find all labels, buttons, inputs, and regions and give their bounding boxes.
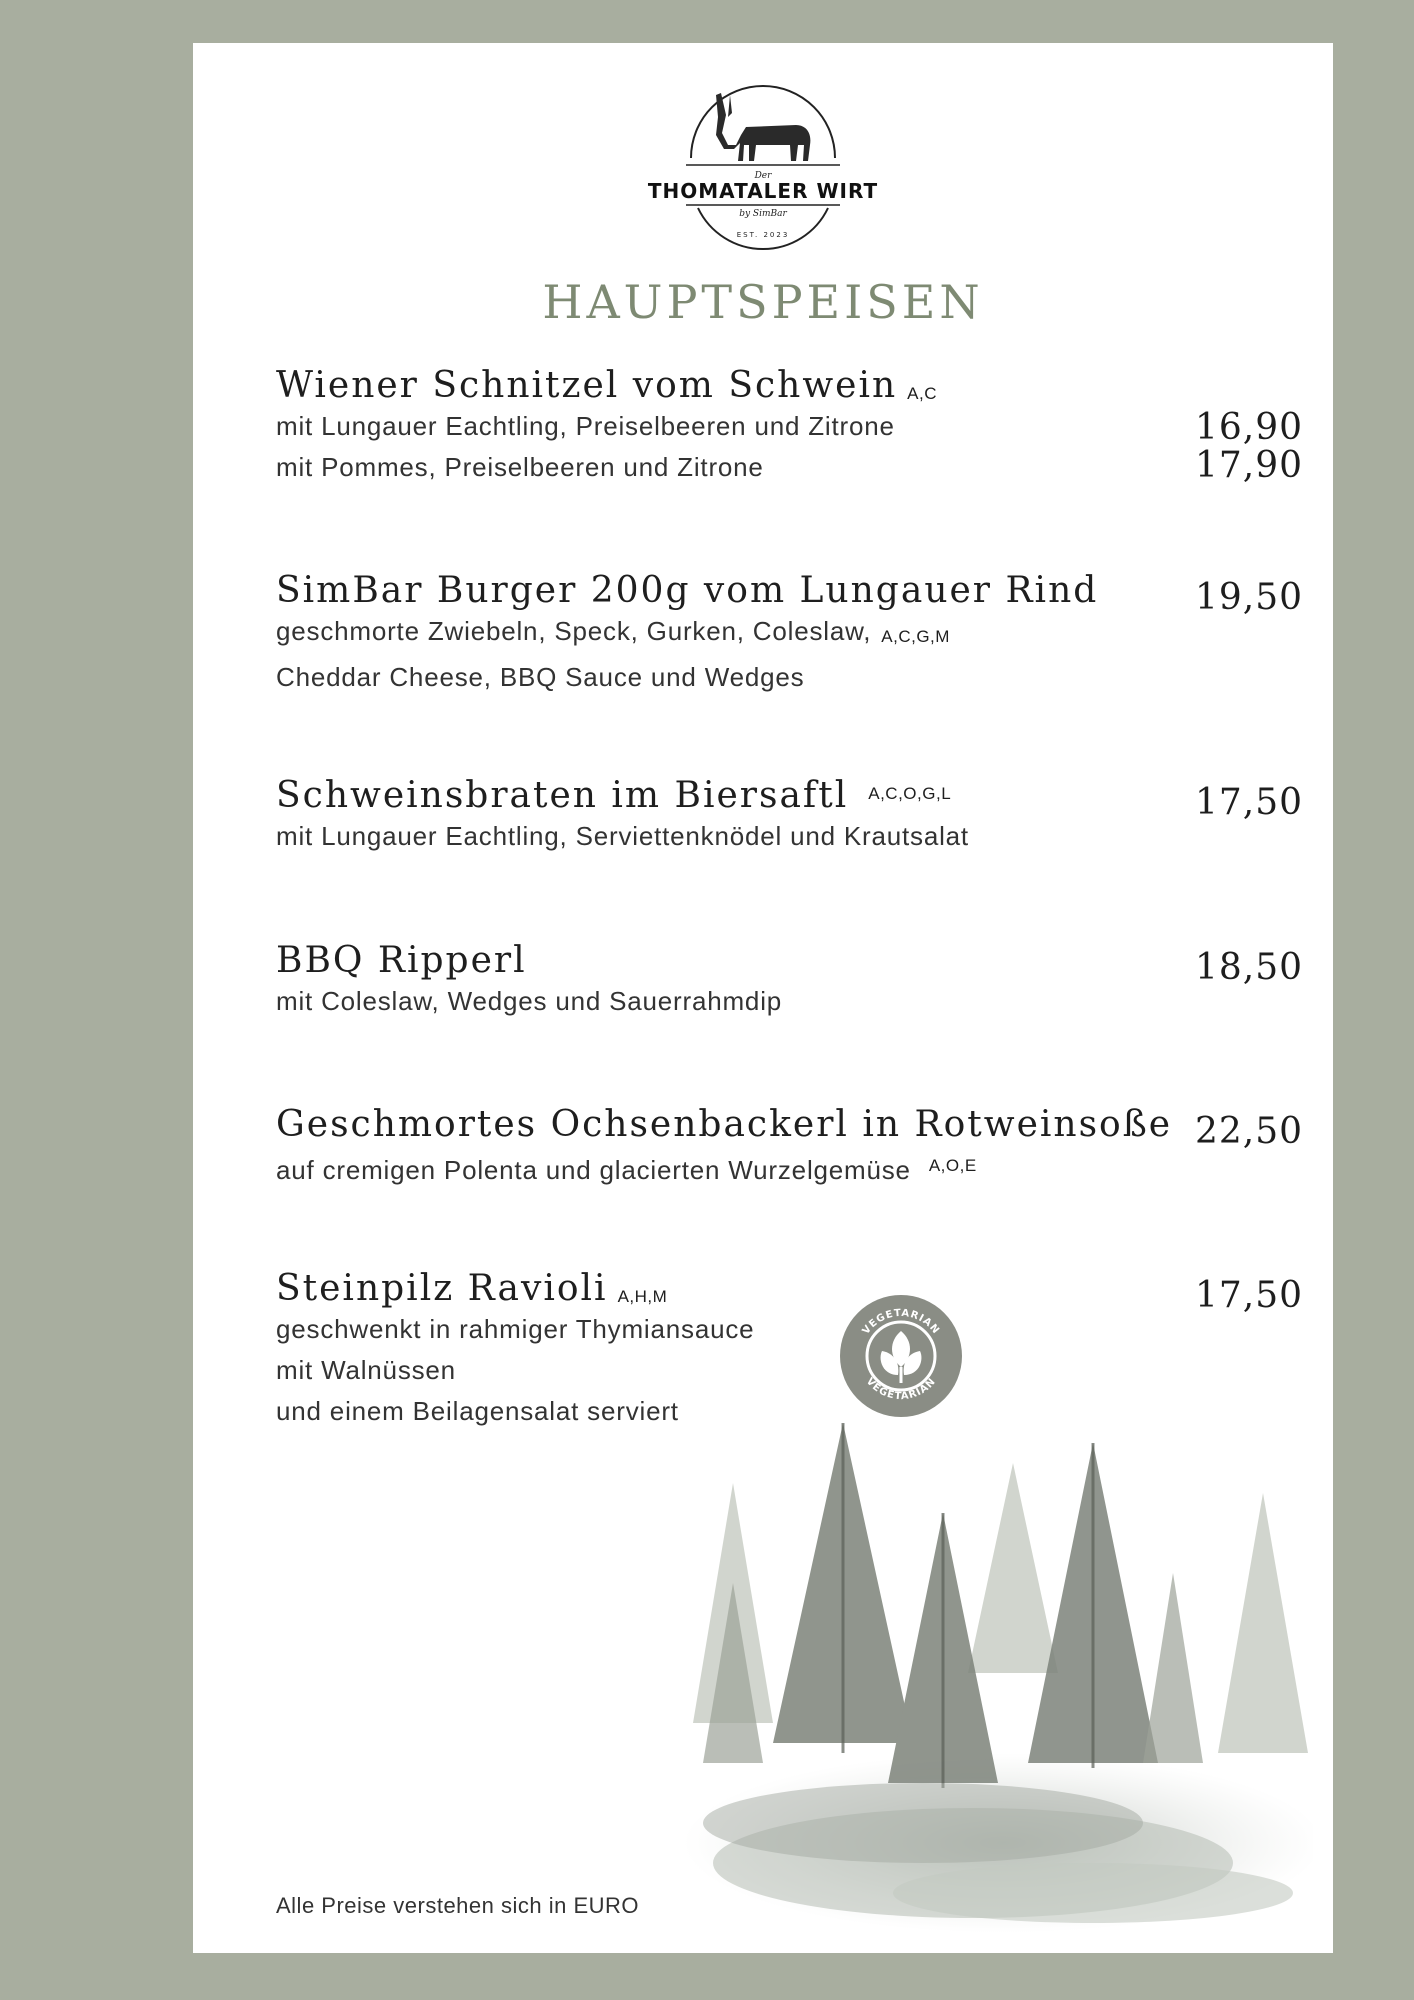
dish-name: Schweinsbraten im Biersaftl $^{A,C,O,G,L}$ <box>276 775 952 816</box>
dish-description: mit Coleslaw, Wedges und Sauerrahmdip <box>276 986 783 1016</box>
price: 18,50 <box>1194 947 1303 988</box>
dish-description: geschmorte Zwiebeln, Speck, Gurken, Coleslaw, A,C,G,M <box>276 616 950 646</box>
price: 19,50 <box>1194 577 1303 618</box>
allergen-codes: A,C,O,G,L <box>868 784 952 803</box>
leaf-icon <box>838 1293 964 1419</box>
restaurant-logo <box>646 83 880 253</box>
dish-name: Geschmortes Ochsenbackerl in Rotweinsoße <box>276 1104 1173 1145</box>
allergen-codes: A,O,E <box>928 1156 977 1175</box>
vegetarian-badge <box>838 1293 964 1419</box>
dish-name: SimBar Burger 200g vom Lungauer Rind <box>276 570 1099 611</box>
pine-trees-icon <box>673 1423 1313 1933</box>
svg-text:by SimBar: by SimBar <box>739 209 787 219</box>
dish-description: und einem Beilagensalat serviert <box>276 1396 679 1426</box>
dish-name: Steinpilz Ravioli A,H,M <box>276 1268 668 1309</box>
svg-text:VEGETARIAN: VEGETARIAN <box>863 1376 939 1403</box>
dish-description: Cheddar Cheese, BBQ Sauce und Wedges <box>276 662 805 692</box>
allergen-codes: A,H,M <box>617 1287 668 1306</box>
svg-text:EST. 2023: EST. 2023 <box>736 231 790 239</box>
dish-description: mit Lungauer Eachtling, Serviettenknödel und Krautsalat <box>276 821 969 851</box>
svg-text:THOMATALER WIRT: THOMATALER WIRT <box>647 179 879 203</box>
forest-illustration <box>673 1423 1313 1933</box>
dish-description: auf cremigen Polenta und glacierten Wurzelgemüse $^{A,O,E}$ <box>276 1155 977 1185</box>
svg-text:VEGETARIAN: VEGETARIAN <box>860 1307 942 1337</box>
price: 17,50 <box>1194 782 1303 823</box>
dish-name: BBQ Ripperl <box>276 940 527 981</box>
svg-text:Der: Der <box>754 171 772 181</box>
price-note: Alle Preise verstehen sich in EURO <box>276 1893 640 1918</box>
price: 22,50 <box>1194 1111 1303 1152</box>
price: 17,50 <box>1194 1275 1303 1316</box>
dish-description: mit Walnüssen <box>276 1355 456 1385</box>
allergen-codes: A,C <box>907 384 937 403</box>
dish-description: mit Lungauer Eachtling, Preiselbeeren und Zitrone <box>276 411 895 441</box>
dish-description: geschwenkt in rahmiger Thymiansauce <box>276 1314 755 1344</box>
donkey-logo-icon <box>646 83 880 253</box>
page-title: HAUPTSPEISEN <box>542 275 984 329</box>
dish-description: mit Pommes, Preiselbeeren und Zitrone <box>276 452 764 482</box>
price: 17,90 <box>1194 445 1303 486</box>
dish-name: Wiener Schnitzel vom Schwein A,C <box>276 365 937 406</box>
menu-page <box>193 43 1333 1953</box>
allergen-codes: A,C,G,M <box>881 627 950 646</box>
price: 16,90 <box>1194 407 1303 448</box>
